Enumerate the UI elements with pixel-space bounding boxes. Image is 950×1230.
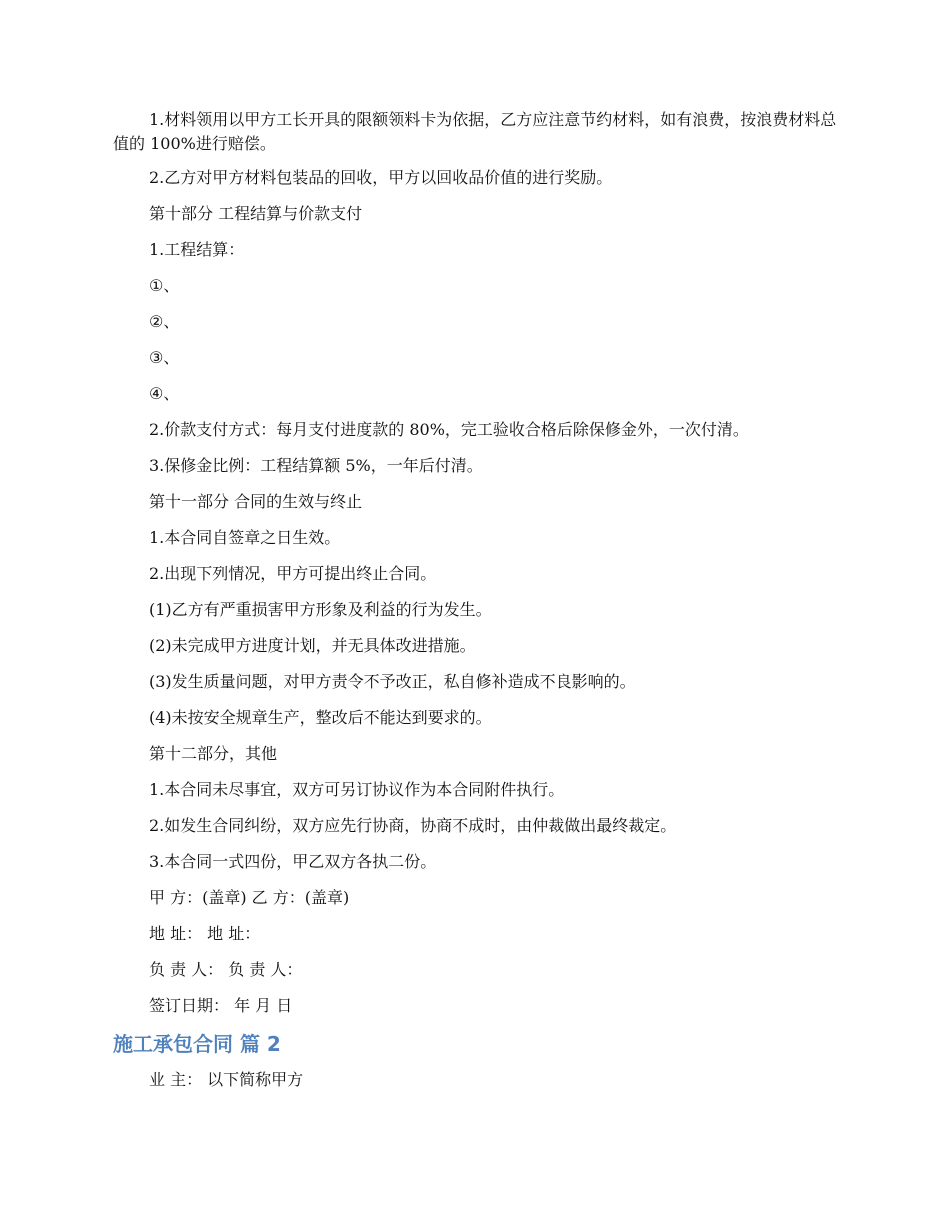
paragraph: 3.保修金比例：工程结算额 5%，一年后付清。 [149, 456, 483, 475]
address-line: 地 址： 地 址： [149, 924, 261, 943]
paragraph: 3.本合同一式四份，甲乙双方各执二份。 [149, 852, 437, 871]
part-heading: 第十二部分，其他 [149, 744, 278, 763]
paragraph: 2.乙方对甲方材料包装品的回收，甲方以回收品价值的进行奖励。 [149, 168, 613, 187]
list-item: (4)未按安全规章生产，整改后不能达到要求的。 [149, 708, 492, 727]
document-body [113, 108, 838, 1104]
list-item: (1)乙方有严重损害甲方形象及利益的行为发生。 [149, 600, 492, 619]
part-heading: 第十一部分 合同的生效与终止 [149, 492, 363, 511]
paragraph: 2.价款支付方式：每月支付进度款的 80%，完工验收合格后除保修金外，一次付清。 [149, 420, 749, 439]
paragraph: 1.材料领用以甲方工长开具的限额领料卡为依据，乙方应注意节约材料，如有浪费，按浪费材料总值的 100%进行赔偿。 [113, 110, 837, 153]
paragraph: 2.如发生合同纠纷，双方应先行协商，协商不成时，由仲裁做出最终裁定。 [149, 816, 677, 835]
list-item: ③、 [149, 348, 180, 367]
paragraph: 1.本合同未尽事宜，双方可另订协议作为本合同附件执行。 [149, 780, 565, 799]
paragraph: 业 主： 以下简称甲方 [149, 1070, 304, 1089]
section-heading: 施工承包合同 篇 2 [113, 1032, 281, 1056]
paragraph: 2.出现下列情况，甲方可提出终止合同。 [149, 564, 437, 583]
part-heading: 第十部分 工程结算与价款支付 [149, 204, 363, 223]
list-item: (3)发生质量问题，对甲方责令不予改正，私自修补造成不良影响的。 [149, 672, 636, 691]
responsible-person-line: 负 责 人： 负 责 人： [149, 960, 303, 979]
list-item: ④、 [149, 384, 180, 403]
list-item: (2)未完成甲方进度计划，并无具体改进措施。 [149, 636, 476, 655]
sign-date-line: 签订日期： 年 月 日 [149, 996, 293, 1015]
list-item: ②、 [149, 312, 180, 331]
paragraph: 1.工程结算： [149, 240, 245, 259]
paragraph: 1.本合同自签章之日生效。 [149, 528, 341, 547]
list-item: ①、 [149, 276, 180, 295]
signature-line: 甲 方：(盖章) 乙 方：(盖章) [149, 888, 350, 907]
